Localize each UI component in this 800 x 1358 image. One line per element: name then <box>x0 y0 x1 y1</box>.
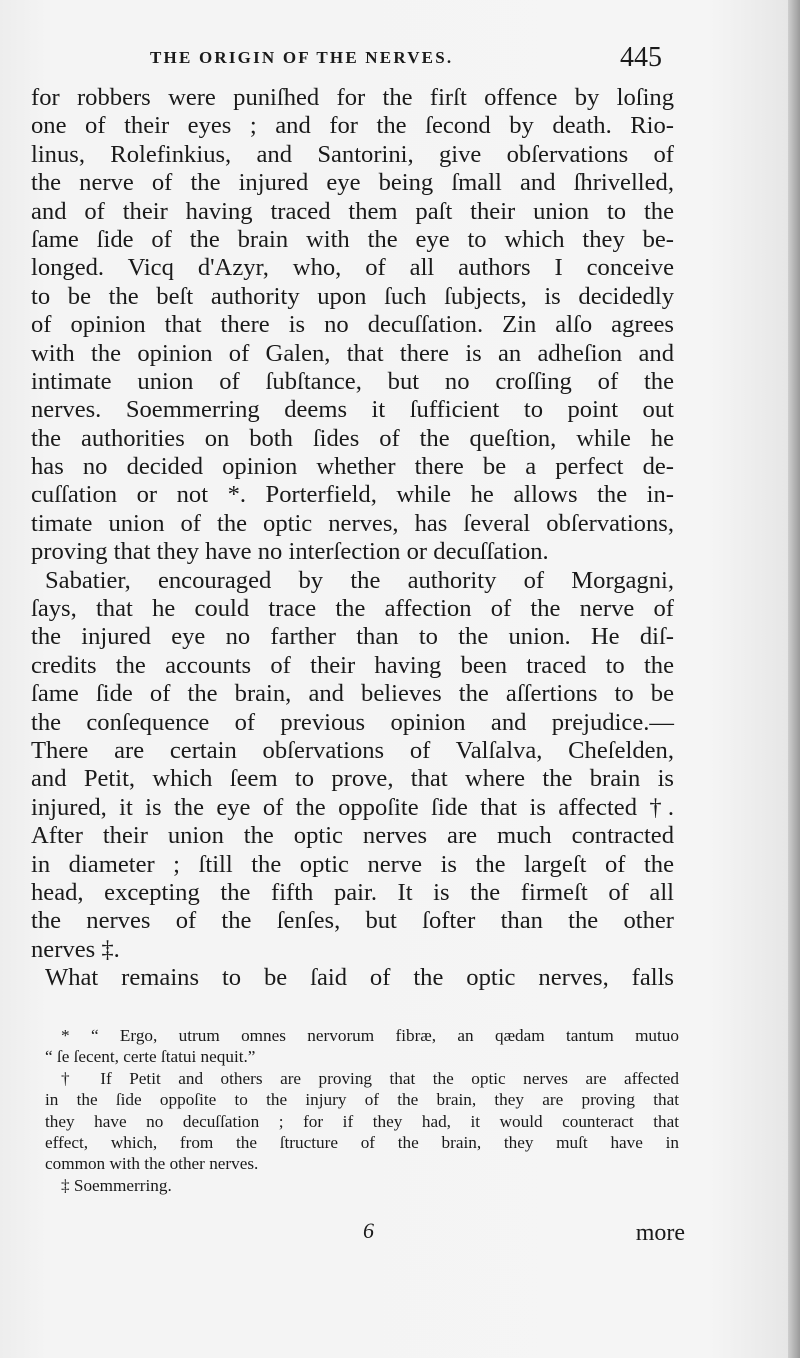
page-edge <box>788 0 800 1358</box>
text-line: proving that they have no interſection or decuſſation. <box>31 538 549 566</box>
text-line: intimate union of ſubſtance, but no croſſing of the <box>31 367 674 395</box>
text-line: in diameter ; ſtill the optic nerve is the largeſt of the <box>31 850 674 878</box>
text-line: the injured eye no farther than to the union. He diſ- <box>31 623 674 651</box>
footnote-line: in the ſide oppoſite to the injury of the brain, they are proving that <box>45 1090 679 1110</box>
text-line: cuſſation or not *. Porterfield, while he allows the in- <box>31 481 674 509</box>
page-header <box>30 42 670 82</box>
text-line: What remains to be ſaid of the optic nerves, falls <box>45 964 674 992</box>
text-line: nerves ‡. <box>31 935 120 963</box>
text-line: ſame ſide of the brain, and believes the aſſertions to be <box>31 680 674 708</box>
footnote-line: † If Petit and others are proving that the optic nerves are affected <box>61 1068 679 1088</box>
page-footer <box>30 1218 685 1258</box>
text-line: There are certain obſervations of Valſalva, Cheſelden, <box>31 736 674 764</box>
text-line: the nerves of the ſenſes, but ſofter than the other <box>31 907 674 935</box>
text-line: head, excepting the fifth pair. It is the firmeſt of all <box>31 878 674 906</box>
footnote-line: they have no decuſſation ; for if they had, it would counteract that <box>45 1111 679 1131</box>
text-line: and of their having traced them paſt their union to the <box>31 197 674 225</box>
footnote-line: * “ Ergo, utrum omnes nervorum fibræ, an qædam tantum mutuo <box>61 1026 679 1045</box>
page-number: 445 <box>620 42 662 73</box>
text-line: injured, it is the eye of the oppoſite ſide that is affected †. <box>31 793 674 821</box>
text-line: to be the beſt authority upon ſuch ſubjects, is decidedly <box>31 282 674 310</box>
text-line: After their union the optic nerves are much contracted <box>31 822 674 850</box>
running-head: THE ORIGIN OF THE NERVES. <box>150 48 454 67</box>
footnote-line: common with the other nerves. <box>45 1154 259 1174</box>
text-line: credits the accounts of their having been traced to the <box>31 651 674 679</box>
text-line: has no decided opinion whether there be a perfect de- <box>31 453 674 481</box>
catchword: more <box>635 1220 685 1246</box>
text-line: the authorities on both ſides of the queſtion, while he <box>31 424 674 452</box>
text-line: Sabatier, encouraged by the authority of Morgagni, <box>45 566 674 594</box>
text-line: for robbers were puniſhed for the firſt offence by loſing <box>31 84 674 111</box>
text-line: longed. Vicq d'Azyr, who, of all authors I conceive <box>31 254 674 282</box>
text-line: ſays, that he could trace the affection of the nerve of <box>31 595 674 623</box>
footnote-line: “ ſe ſecent, certe ſtatui nequit.” <box>45 1047 256 1067</box>
text-line: one of their eyes ; and for the ſecond by death. Rio- <box>31 112 674 140</box>
text-line: the nerve of the injured eye being ſmall and ſhrivelled, <box>31 169 674 197</box>
text-line: of opinion that there is no decuſſation. Zin alſo agrees <box>31 311 674 339</box>
text-line: and Petit, which ſeem to prove, that where the brain is <box>31 765 674 793</box>
text-line: with the opinion of Galen, that there is an adheſion and <box>31 339 674 367</box>
footnotes <box>45 1025 679 1196</box>
text-line: the conſequence of previous opinion and prejudice.— <box>31 708 674 736</box>
signature-mark: 6 <box>363 1218 374 1243</box>
body-text <box>31 84 674 993</box>
footnote-line: ‡ Soemmerring. <box>61 1175 172 1195</box>
footnote-line: effect, which, from the ſtructure of the brain, they muſt have in <box>45 1132 679 1152</box>
text-line: nerves. Soemmerring deems it ſufficient to point out <box>31 396 674 424</box>
text-line: ſame ſide of the brain with the eye to which they be- <box>31 225 674 253</box>
text-line: timate union of the optic nerves, has ſeveral obſervations, <box>31 509 674 537</box>
text-line: linus, Rolefinkius, and Santorini, give obſervations of <box>31 140 674 168</box>
